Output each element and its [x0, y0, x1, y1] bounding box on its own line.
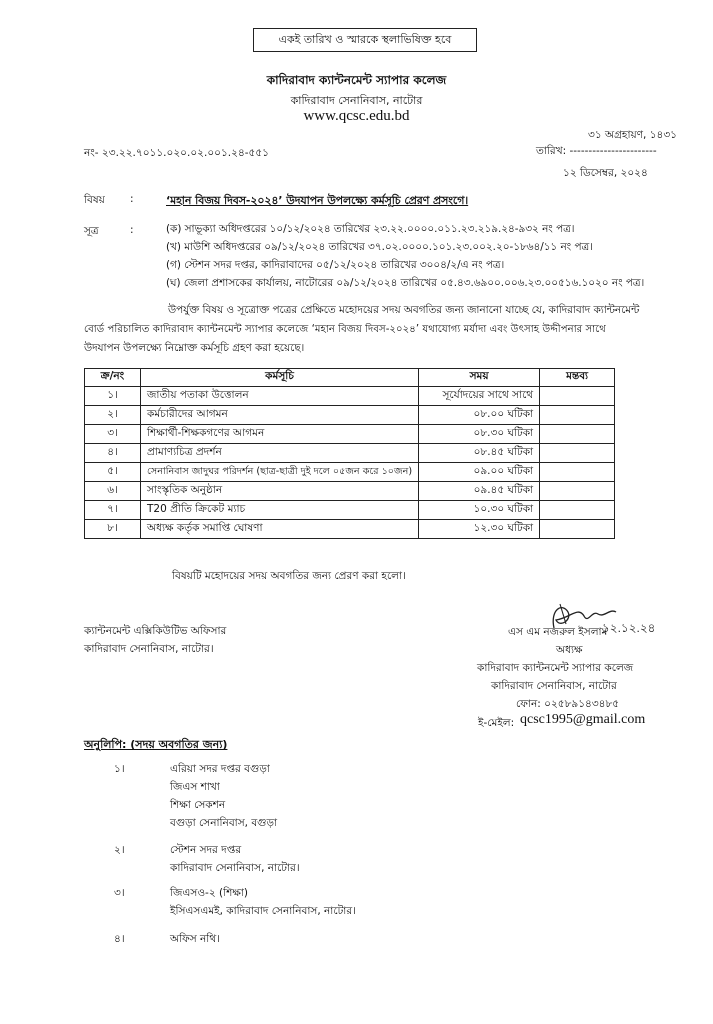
row-remark [540, 463, 615, 482]
header-remark: মন্তব্য [540, 369, 615, 387]
table-row [85, 501, 615, 520]
table-row [85, 463, 615, 482]
copy-line: অফিস নথি। [170, 933, 220, 945]
reference-colon: : [130, 224, 134, 236]
table-row [85, 425, 615, 444]
row-remark [540, 387, 615, 406]
row-time: ১০.৩০ ঘটিকা [419, 501, 540, 520]
body-line: উদযাপন উপলক্ষ্যে নিম্নোক্ত কর্মসূচি গ্রহণ করা হয়েছে। [84, 342, 305, 354]
row-program: অধ্যক্ষ কর্তৃক সমাপ্তি ঘোষণা [141, 520, 419, 539]
row-program: জাতীয় পতাকা উত্তোলন [141, 387, 419, 406]
table-row [85, 482, 615, 501]
copy-number: ১। [114, 763, 125, 775]
copy-line: শিক্ষা সেকশন [170, 799, 226, 811]
row-program: T20 প্রীতি ক্রিকেট ম্যাচ [141, 501, 419, 520]
notice-box [253, 28, 477, 52]
date-english: ১২ ডিসেম্বর, ২০২৪ [563, 167, 648, 179]
subject-label: বিষয় [84, 194, 105, 206]
row-time: ০৯.৪৫ ঘটিকা [419, 482, 540, 501]
subject-colon: : [130, 193, 134, 205]
college-website: www.qcsc.edu.bd [303, 108, 410, 124]
row-remark [540, 425, 615, 444]
row-serial: ৬। [85, 482, 141, 501]
copy-line: জিএস শাখা [170, 781, 220, 793]
reference-item: (ক) সাভূক্যা অধিদপ্তরের ১০/১২/২০২৪ তারিখের ২৩.২২.০০০০.০১১.২৩.২১৯.২৪-৯৩২ নং পত্র। [166, 223, 575, 235]
sender-designation: অধ্যক্ষ [556, 644, 583, 656]
copy-number: ২। [114, 844, 125, 856]
row-serial: ৪। [85, 444, 141, 463]
closing-line: বিষয়টি মহোদয়ের সদয় অবগতির জন্য প্রেরণ করা হলো। [172, 570, 406, 582]
row-time: ০৯.০০ ঘটিকা [419, 463, 540, 482]
copy-line: ইসিএসএমই, কাদিরাবাদ সেনানিবাস, নাটোর। [170, 905, 356, 917]
row-time: ০৮.০০ ঘটিকা [419, 406, 540, 425]
row-program: প্রামাণ্যচিত্র প্রদর্শন [141, 444, 419, 463]
copy-number: ৪। [114, 933, 125, 945]
sender-phone: ফোন: ০২৫৮৯১৪৩৪৮৫ [516, 698, 620, 710]
copy-number: ৩। [114, 887, 125, 899]
sender-email: qcsc1995@gmail.com [520, 712, 646, 727]
sender-name: এস এম নজরুল ইসলাম [508, 626, 608, 638]
body-line: উপর্যুক্ত বিষয় ও সূত্রোক্ত পত্রের প্রেক্ষিতে মহোদয়ের সদয় অবগতির জন্য জানানো যাচ্ছে যে, কাদিরাবাদ ক্যান্টনমেন্ট [168, 304, 640, 316]
reference-item: (গ) স্টেশন সদর দপ্তর, কাদিরাবাদের ০৫/১২/২০২৪ তারিখের ৩০০৪/২/এ নং পত্র। [166, 259, 505, 271]
row-time: ১২.৩০ ঘটিকা [419, 520, 540, 539]
notice-text: একই তারিখ ও স্মারকে স্থলাভিষিক্ত হবে [278, 33, 452, 46]
body-line: বোর্ড পরিচালিত কাদিরাবাদ ক্যান্টনমেন্ট স্যাপার কলেজে ‘মহান বিজয় দিবস-২০২৪’ যথাযোগ্য মর্যাদা এবং উৎসাহ উদ্দীপনার সাথে [84, 324, 606, 335]
row-program: কর্মচারীদের আগমন [141, 406, 419, 425]
row-remark [540, 501, 615, 520]
reference-label: সূত্র [84, 225, 99, 237]
subject-text: ‘মহান বিজয় দিবস-২০২৪’ উদযাপন উপলক্ষ্যে কর্মসূচি প্রেরণ প্রসংগে। [166, 194, 469, 207]
table-row [85, 387, 615, 406]
table-row [85, 520, 615, 539]
college-address: কাদিরাবাদ সেনানিবাস, নাটোর [290, 94, 423, 107]
header-program: কর্মসূচি [141, 369, 419, 387]
row-remark [540, 482, 615, 501]
reference-item: (খ) মাউশি অধিদপ্তরের ০৯/১২/২০২৪ তারিখের ৩৭.০২.০০০০.১০১.২৩.০০২.২০-১৮৬৪/১১ নং পত্র। [166, 241, 593, 253]
copy-line: জিএসও-২ (শিক্ষা) [170, 887, 248, 899]
header-time: সময় [419, 369, 540, 387]
reference-item: (ঘ) জেলা প্রশাসকের কার্যালয়, নাটোরের ০৯/১২/২০২৪ তারিখের ০৫.৪৩.৬৯০০.০০৬.২৩.০০৫১৬.১০২০ নং পত্র। [166, 277, 645, 289]
sender-college: কাদিরাবাদ ক্যান্টনমেন্ট স্যাপার কলেজ [477, 662, 634, 674]
row-time: ০৮.৪৫ ঘটিকা [419, 444, 540, 463]
copy-line: স্টেশন সদর দপ্তর [170, 844, 242, 856]
sender-email-label: ই-মেইল: [478, 717, 515, 729]
table-header-row [85, 369, 615, 387]
recipient-address: কাদিরাবাদ সেনানিবাস, নাটোর। [84, 643, 214, 655]
college-name: কাদিরাবাদ ক্যান্টনমেন্ট স্যাপার কলেজ [266, 73, 447, 87]
recipient-title: ক্যান্টনমেন্ট এক্সিকিউটিভ অফিসার [84, 625, 227, 637]
schedule-table [84, 368, 615, 539]
date-bangla: ৩১ অগ্রহায়ণ, ১৪৩১ [588, 129, 677, 141]
row-serial: ৩। [85, 425, 141, 444]
row-serial: ৫। [85, 463, 141, 482]
row-program: সাংস্কৃতিক অনুষ্ঠান [141, 482, 419, 501]
copy-line: এরিয়া সদর দপ্তর বগুড়া [170, 763, 270, 775]
table-row [85, 444, 615, 463]
row-remark [540, 406, 615, 425]
row-serial: ৮। [85, 520, 141, 539]
row-serial: ১। [85, 387, 141, 406]
row-program: শিক্ষার্থী-শিক্ষকগণের আগমন [141, 425, 419, 444]
row-serial: ২। [85, 406, 141, 425]
signature-date: ১২.১২.২৪ [602, 621, 656, 635]
copy-line: বগুড়া সেনানিবাস, বগুড়া [170, 817, 278, 829]
memo-number: নং- ২৩.২২.৭০১১.০২০.০২.০০১.২৪-৫৫১ [84, 147, 269, 159]
copies-heading: অনুলিপি: (সদয় অবগতির জন্য) [84, 738, 228, 751]
date-label: তারিখ: ----------------------- [536, 145, 657, 157]
header-serial: ক্র/নং [85, 369, 141, 387]
row-time: ০৮.৩০ ঘটিকা [419, 425, 540, 444]
row-remark [540, 520, 615, 539]
sender-address: কাদিরাবাদ সেনানিবাস, নাটোর [491, 680, 617, 692]
row-program: সেনানিবাস জাদুঘর পরিদর্শন (ছাত্র-ছাত্রী দুই দলে ০৫জন করে ১০জন) [141, 463, 419, 482]
copy-line: কাদিরাবাদ সেনানিবাস, নাটোর। [170, 862, 300, 874]
row-remark [540, 444, 615, 463]
table-row [85, 406, 615, 425]
row-time: সূর্যোদয়ের সাথে সাথে [419, 387, 540, 406]
row-serial: ৭। [85, 501, 141, 520]
